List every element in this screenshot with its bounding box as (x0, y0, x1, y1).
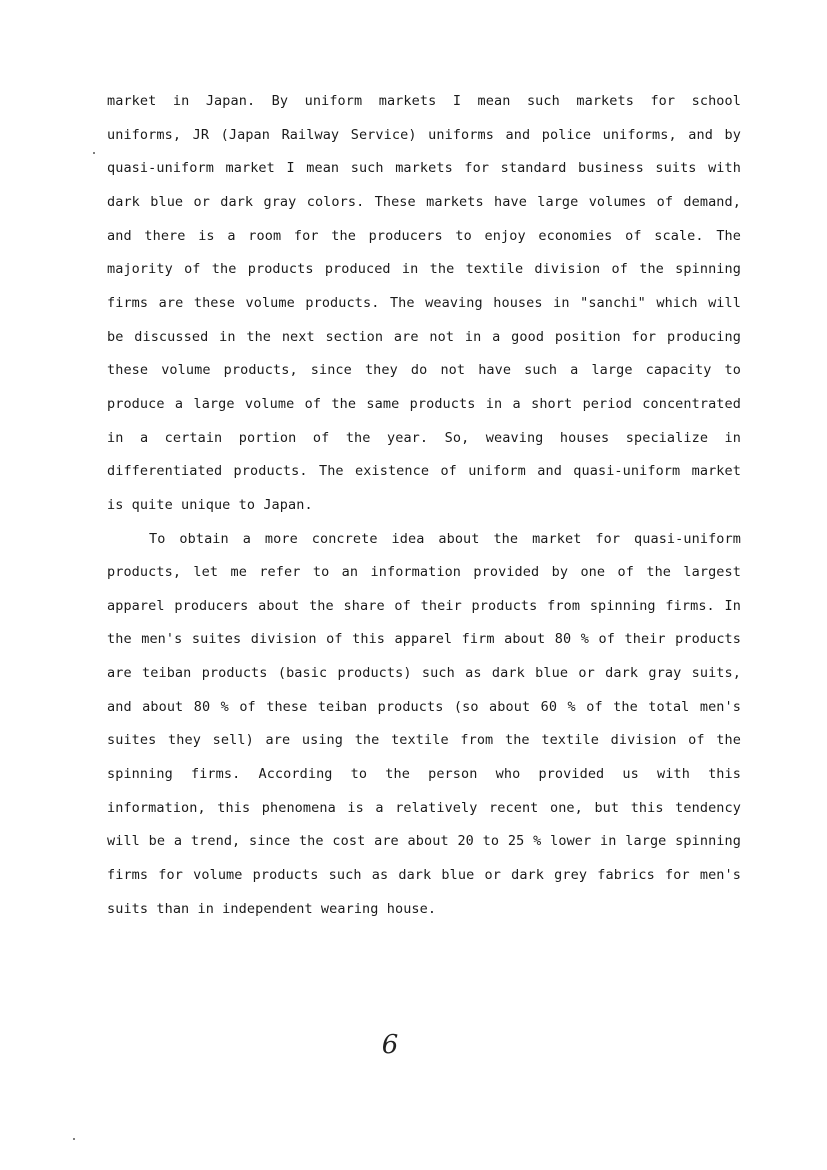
text-line-10: produce a large volume of the same products in a short period concentrated (107, 396, 741, 412)
text-line-18: are teiban products (basic products) such as dark blue or dark gray suits, (107, 665, 741, 681)
text-line-25: suits than in independent wearing house. (107, 901, 437, 917)
text-line-11: in a certain portion of the year. So, weaving houses specialize in (107, 430, 741, 446)
text-line-1: market in Japan. By uniform markets I mean such markets for school (107, 93, 741, 109)
text-line-14: To obtain a more concrete idea about the market for quasi-uniform (149, 531, 741, 547)
text-line-19: and about 80 % of these teiban products (so about 60 % of the total men's (107, 699, 741, 715)
text-line-2: uniforms, JR (Japan Railway Service) uniforms and police uniforms, and by (107, 127, 741, 143)
text-line-7: firms are these volume products. The weaving houses in "sanchi" which will (107, 295, 741, 311)
text-line-22: information, this phenomena is a relatively recent one, but this tendency (107, 800, 741, 816)
text-line-3: quasi-uniform market I mean such markets for standard business suits with (107, 160, 741, 176)
text-line-8: be discussed in the next section are not in a good position for producing (107, 329, 741, 345)
text-line-16: apparel producers about the share of their products from spinning firms. In (107, 598, 741, 614)
text-line-20: suites they sell) are using the textile from the textile division of the (107, 732, 741, 748)
text-line-9: these volume products, since they do not have such a large capacity to (107, 362, 741, 378)
text-line-13: is quite unique to Japan. (107, 497, 313, 513)
text-line-5: and there is a room for the producers to enjoy economies of scale. The (107, 228, 741, 244)
text-line-17: the men's suites division of this apparel firm about 80 % of their products (107, 631, 741, 647)
text-line-12: differentiated products. The existence of uniform and quasi-uniform market (107, 463, 741, 479)
text-line-4: dark blue or dark gray colors. These markets have large volumes of demand, (107, 194, 741, 210)
text-line-6: majority of the products produced in the textile division of the spinning (107, 261, 741, 277)
text-line-24: firms for volume products such as dark blue or dark grey fabrics for men's (107, 867, 741, 883)
scan-speck (93, 152, 95, 154)
text-line-15: products, let me refer to an information provided by one of the largest (107, 564, 741, 580)
page-number: 6 (381, 1030, 399, 1060)
text-line-21: spinning firms. According to the person who provided us with this (107, 766, 741, 782)
scan-speck (73, 1138, 75, 1140)
text-line-23: will be a trend, since the cost are about 20 to 25 % lower in large spinning (107, 833, 741, 849)
